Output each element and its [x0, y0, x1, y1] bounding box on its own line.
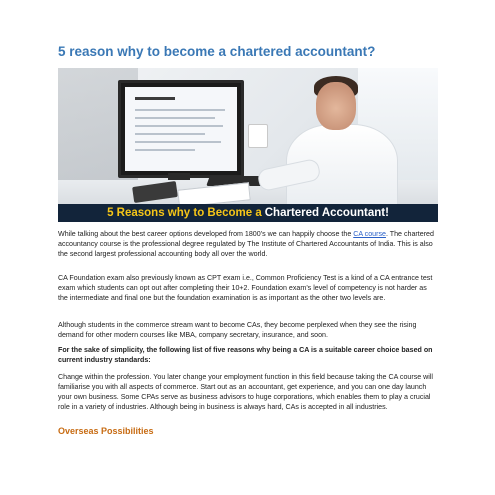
monitor-screen [125, 87, 237, 171]
screen-line [135, 149, 195, 151]
paragraph-intro [58, 229, 438, 259]
person-head-illustration [316, 82, 356, 130]
screen-line [135, 97, 175, 100]
hero-banner [58, 204, 438, 222]
hero-banner-text-main: Chartered Accountant! [264, 207, 389, 219]
paragraph-change-profession: Change within the profession. You later change your employment function in this field because taking the CA course will familiarise you with all aspects of commerce. Start out as an accountant, get experience, and you can one day launch your own business. Some CPAs serve as business advisors to huge corporations, which enables them to play a crucial role in a variety of industries. Although being in business is always hard, CAs is accepted in all industries. [58, 373, 434, 411]
monitor-illustration [118, 80, 244, 178]
hero-banner-text-highlight: 5 Reasons why to Become a [107, 207, 262, 219]
paragraph-intro-text-cont: . The chartered accountancy course is the professional degree regulated by The Institute of Chartered Accountants of India. This is also the second largest professional accounting body all over the world. [58, 230, 434, 258]
ca-course-link[interactable]: CA course [353, 230, 386, 238]
paragraph-intro-text: While talking about the best career options developed from 1800’s we can happily choose the [58, 230, 354, 238]
screen-line [135, 141, 221, 143]
section-heading-overseas: Overseas Possibilities [58, 426, 154, 436]
article-title: 5 reason why to become a chartered accountant? [58, 44, 376, 59]
paragraph-commerce: Although students in the commerce stream want to become CAs, they become perplexed when they see the rising demand for other modern courses like MBA, company secretary, insurance, and soon. [58, 321, 417, 339]
screen-line [135, 109, 225, 111]
pen-holder-illustration [248, 124, 268, 148]
screen-line [135, 117, 215, 119]
hero-image [58, 68, 438, 222]
paragraph-list-intro: For the sake of simplicity, the following list of five reasons why being a CA is a suitable career choice based on current industry standards: [58, 346, 433, 364]
paragraph-foundation: CA Foundation exam also previously known as CPT exam i.e., Common Proficiency Test is a kind of a CA entrance test exam which students can opt out after completing their 10+2. Foundation exam’s level of competency is not harder as the intermediate and final one but the foundation examination is as important as the other two levels are. [58, 274, 433, 302]
screen-line [135, 133, 205, 135]
screen-line [135, 125, 223, 127]
